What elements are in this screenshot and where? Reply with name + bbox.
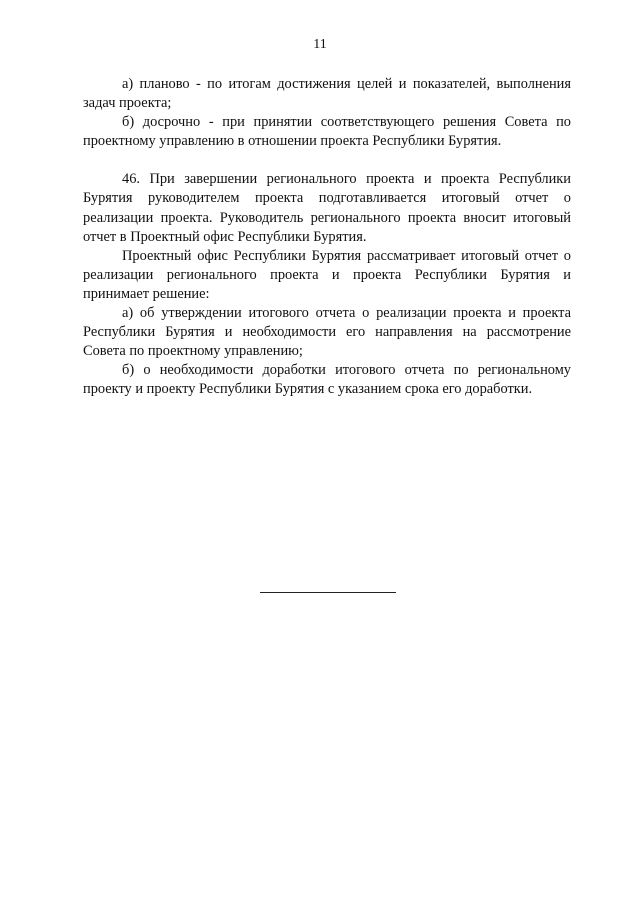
document-body bbox=[83, 75, 571, 400]
paragraph-item-a-planned: а) планово - по итогам достижения целей и показателей, выполнения задач проекта; bbox=[83, 76, 571, 112]
paragraph-item-a-approval: а) об утверждении итогового отчета о реализации проекта и проекта Республики Бурятия и необходимости его направления на рассмотрение Совета по проектному управлению; bbox=[83, 305, 571, 360]
paragraph-item-b-revision: б) о необходимости доработки итогового отчета по региональному проекту и проекту Республики Бурятия с указанием срока его доработки. bbox=[83, 362, 571, 398]
paragraph-project-office-review: Проектный офис Республики Бурятия рассматривает итоговый отчет о реализации регионального проекта и проекта Республики Бурятия и принимает решение: bbox=[83, 247, 571, 302]
paragraph-clause-46: 46. При завершении регионального проекта и проекта Республики Бурятия руководителем проекта подготавливается итоговый отчет о реализации проекта. Руководитель регионального проекта вносит итоговый отчет в Проектный офис Республики Бурятия. bbox=[83, 171, 571, 245]
paragraph-item-b-early: б) досрочно - при принятии соответствующего решения Совета по проектному управлению в отношении проекта Республики Бурятия. bbox=[83, 114, 571, 150]
page-number: 11 bbox=[313, 37, 327, 52]
end-divider-line bbox=[260, 592, 396, 593]
